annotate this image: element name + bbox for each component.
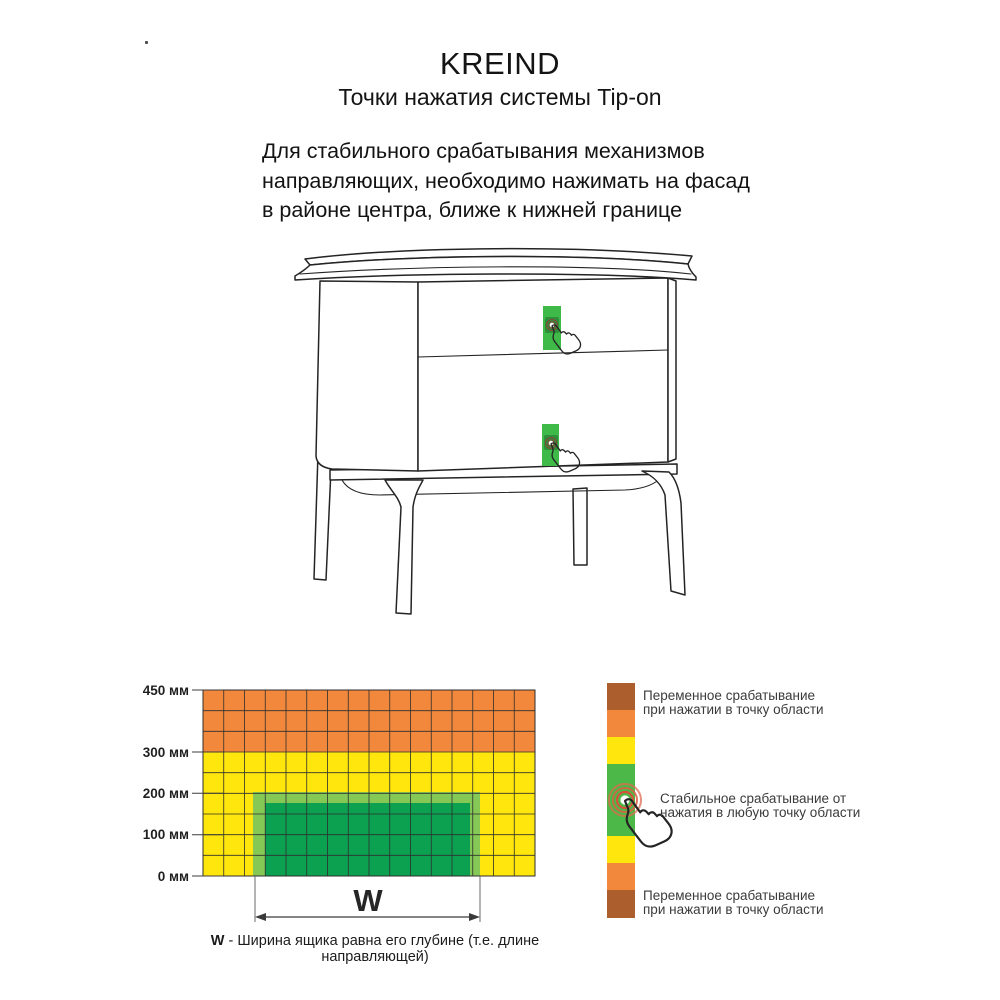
artifact-dot (145, 41, 148, 44)
intro-line-3: в районе центра, ближе к нижней границе (262, 198, 683, 222)
page-subtitle: Точки нажатия системы Tip-on (338, 84, 662, 110)
legend-item-stable (660, 792, 860, 821)
legend-item-variable-bottom (643, 889, 824, 918)
legend-item-variable-top (643, 689, 824, 718)
leg-front-left (385, 480, 423, 614)
legend-seg-brown-top (607, 683, 635, 710)
legend-seg-brown-bottom (607, 890, 635, 918)
legend-line: при нажатии в точку области (643, 902, 824, 918)
brand-title: KREIND (439, 46, 561, 81)
legend-line: нажатия в любую точку области (660, 805, 861, 821)
cabinet-right-edge (668, 278, 676, 462)
cabinet-side-panel (316, 281, 418, 471)
legend-seg-yellow-top (607, 737, 635, 764)
intro-line-1: Для стабильного срабатывания механизмов (262, 139, 705, 163)
tick-300mm: 300 мм (142, 745, 189, 760)
tick-200mm: 200 мм (142, 786, 189, 801)
legend-seg-orange-bottom (607, 863, 635, 890)
leg-back-right (573, 488, 587, 565)
footnote-text: - Ширина ящика равна его глубине (т.е. длине направляющей) (224, 933, 540, 965)
legend-line: Стабильное срабатывание от (660, 791, 847, 806)
nightstand-drawing (240, 240, 700, 625)
tick-100mm: 100 мм (142, 827, 189, 842)
intro-line-2: направляющих, необходимо нажимать на фасад (262, 168, 750, 193)
intro-paragraph (262, 137, 750, 226)
footnote (160, 933, 590, 965)
legend-line: Переменное срабатывание (643, 888, 816, 903)
legend-line: при нажатии в точку области (643, 702, 824, 718)
width-label: W (353, 883, 383, 918)
pressure-zone-diagram (140, 675, 570, 933)
tick-0mm: 0 мм (157, 869, 189, 884)
legend-seg-orange-top (607, 710, 635, 737)
leg-front-right (642, 471, 685, 595)
tick-450mm: 450 мм (142, 683, 189, 698)
legend-line: Переменное срабатывание (643, 688, 816, 703)
leg-back-left (314, 453, 331, 580)
footnote-symbol: W (210, 933, 225, 949)
